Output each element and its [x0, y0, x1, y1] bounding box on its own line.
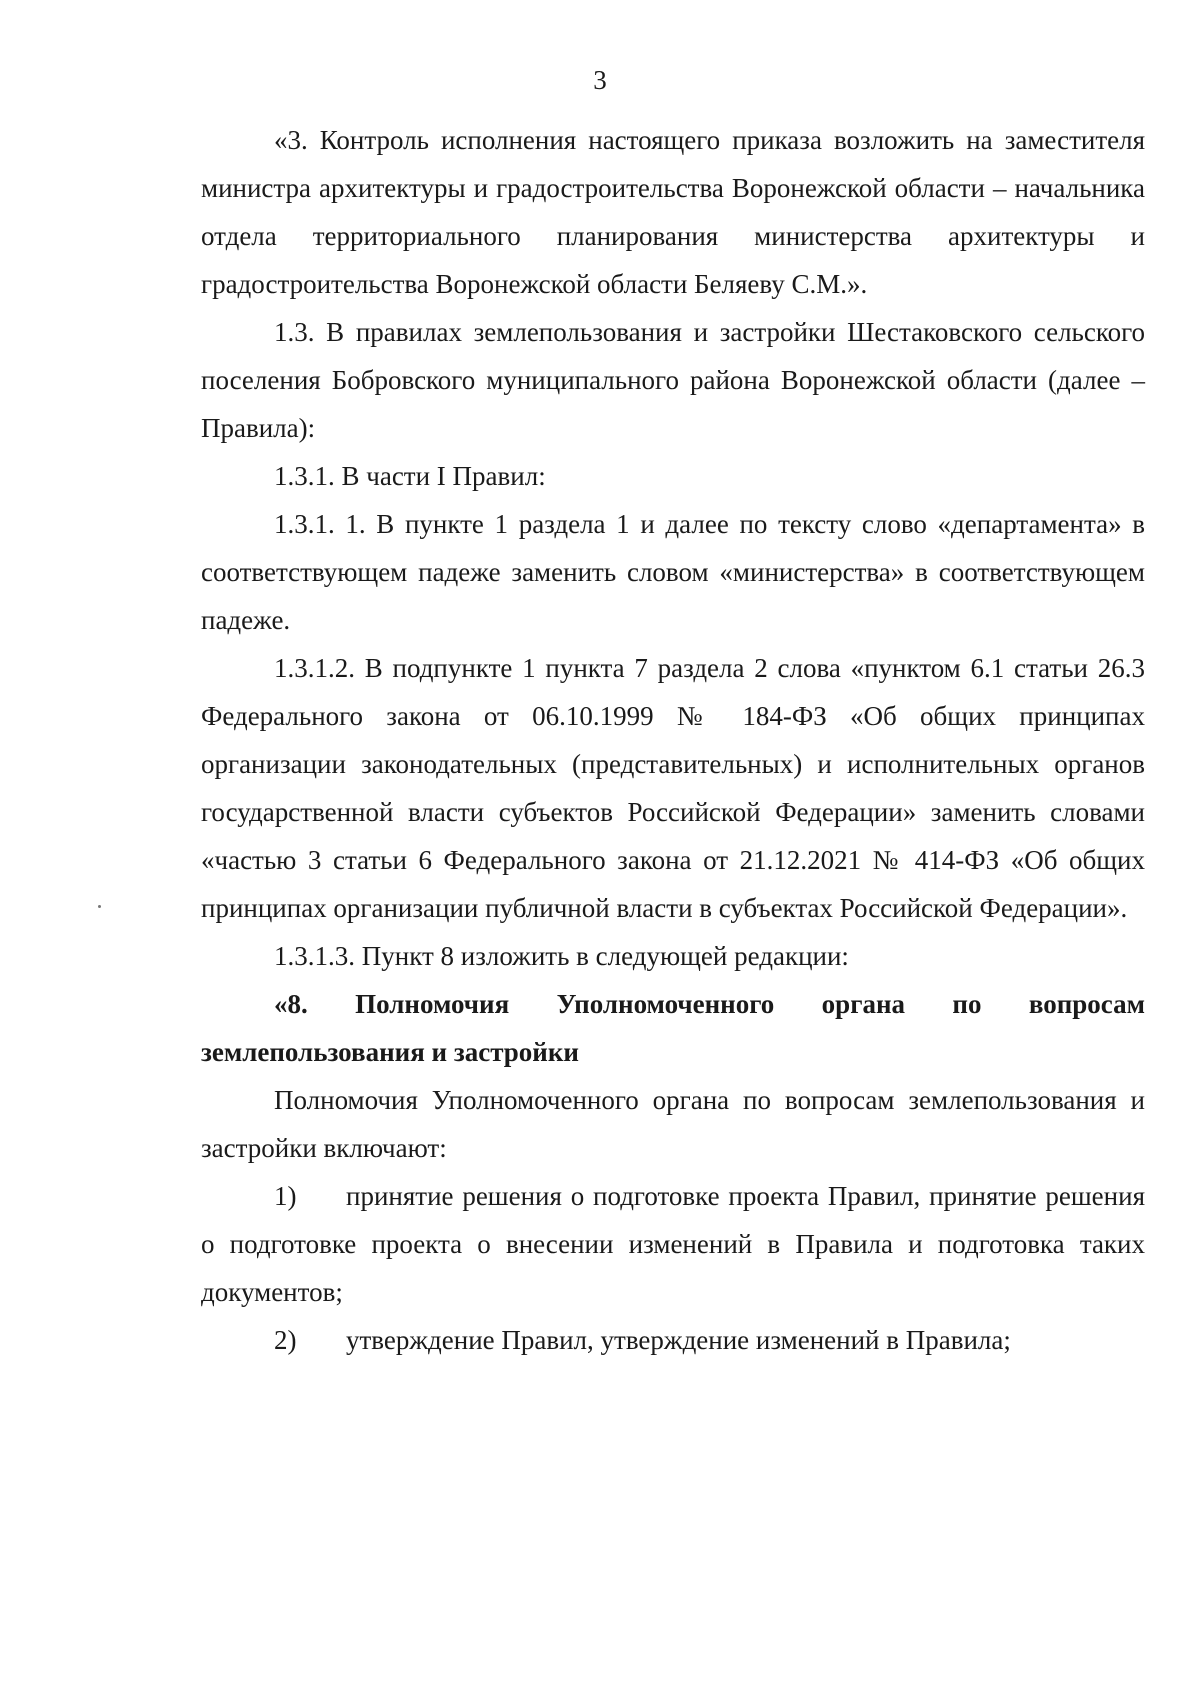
list-item-number: 1): [274, 1181, 297, 1211]
list-item: [201, 1172, 1145, 1316]
list-item: [201, 1316, 1145, 1364]
list-item-text: утверждение Правил, утверждение изменений в Правила;: [346, 1325, 1011, 1355]
paragraph-1-3-1-3: 1.3.1.3. Пункт 8 изложить в следующей редакции:: [274, 941, 849, 971]
paragraph-1-3: 1.3. В правилах землепользования и застройки Шестаковского сельского поселения Бобровского муниципального района Воронежской области (далее – Правила):: [201, 317, 1145, 443]
paragraph-1-3-1-1: 1.3.1. 1. В пункте 1 раздела 1 и далее по тексту слово «департамента» в соответствующем падеже заменить словом «министерства» в соответствующем падеже.: [201, 509, 1145, 635]
intro-paragraph: Полномочия Уполномоченного органа по вопросам землепользования и застройки включают:: [201, 1085, 1145, 1163]
section-heading: «8. Полномочия Уполномоченного органа по вопросам землепользования и застройки: [201, 989, 1145, 1067]
scan-speck: [98, 905, 101, 908]
list-item-text: принятие решения о подготовке проекта Правил, принятие решения о подготовке проекта о внесении изменений в Правила и подготовка таких документов;: [201, 1181, 1145, 1307]
paragraph-1-3-1: 1.3.1. В части I Правил:: [274, 461, 546, 491]
page-number: 3: [593, 65, 607, 95]
list-item-number: 2): [274, 1325, 297, 1355]
document-body: [201, 116, 1145, 1364]
paragraph-1-3-1-2: 1.3.1.2. В подпункте 1 пункта 7 раздела 2 слова «пунктом 6.1 статьи 26.3 Федерального закона от 06.10.1999 № 184-ФЗ «Об общих принципах организации законодательных (представительных) и исполнительных органов государственной власти субъектов Российской Федерации» заменить словами «частью 3 статьи 6 Федерального закона от 21.12.2021 № 414-ФЗ «Об общих принципах организации публичной власти в субъектах Российской Федерации».: [201, 653, 1145, 923]
paragraph-control-clause: «3. Контроль исполнения настоящего приказа возложить на заместителя министра архитектуры и градостроительства Воронежской области – начальника отдела территориального планирования министерства архитектуры и градостроительства Воронежской области Беляеву С.М.».: [201, 125, 1145, 299]
